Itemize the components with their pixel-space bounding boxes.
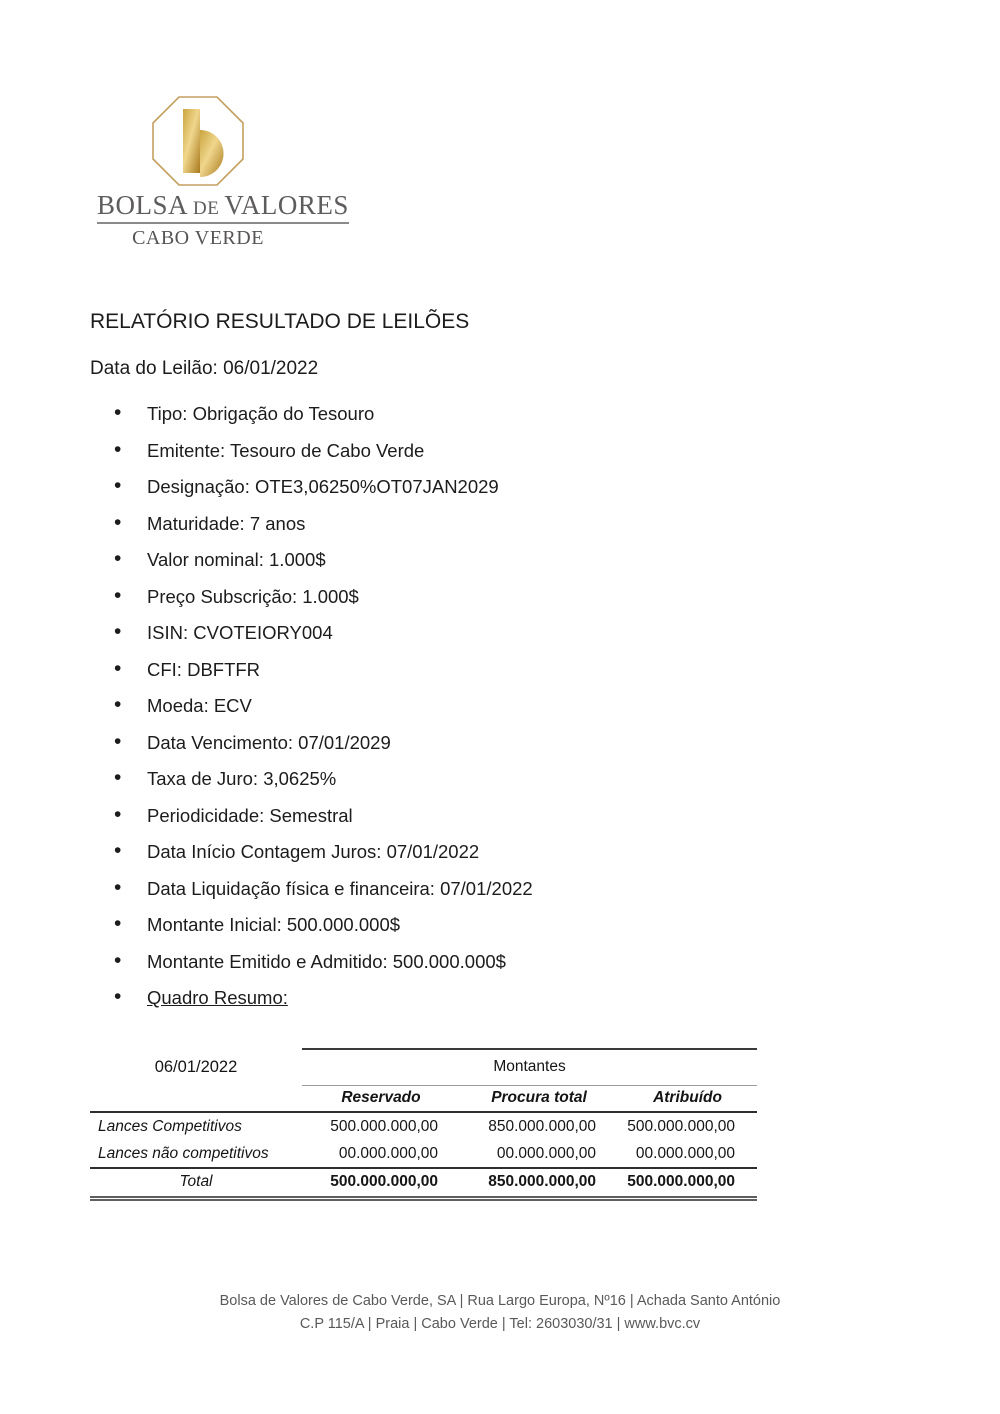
logo-wordmark [97,190,349,224]
col-header-atribuido: Atribuído [618,1085,757,1112]
cell-atribuido: 00.000.000,00 [618,1140,757,1168]
bullet-valor-nominal: • Valor nominal: 1.000$ [90,549,790,570]
cell-atribuido: 500.000.000,00 [627,1117,736,1135]
table-row-total [90,1168,757,1198]
auction-date-line: Data do Leilão: 06/01/2022 [90,358,319,379]
bullet-data-inicio-juros: • Data Início Contagem Juros: 07/01/2022 [90,841,790,862]
cell-procura: 00.000.000,00 [460,1140,618,1168]
row-label: Lances não competitivos [90,1140,302,1168]
table-group-header: Montantes [302,1049,757,1085]
footer-address-line: Bolsa de Valores de Cabo Verde, SA | Rua Largo Europa, Nº16 | Achada Santo António [219,1293,781,1309]
summary-table-wrapper [90,1048,757,1201]
page-title: RELATÓRIO RESULTADO DE LEILÕES [90,310,470,333]
bullet-moeda: • Moeda: ECV [90,695,790,716]
page-footer [0,1290,1000,1336]
bullet-designacao: • Designação: OTE3,06250%OT07JAN2029 [90,476,790,497]
logo-word-bolsa: BOLSA [97,190,189,220]
bullet-quadro-resumo: • Quadro Resumo: [90,987,790,1008]
total-label: Total [90,1168,302,1198]
auction-details-list [90,403,790,1024]
bullet-taxa-juro: • Taxa de Juro: 3,0625% [90,768,790,789]
bullet-data-liquidacao: • Data Liquidação física e financeira: 07/01/2022 [90,878,790,899]
bullet-montante-inicial: • Montante Inicial: 500.000.000$ [90,914,790,935]
row-label: Lances Competitivos [98,1117,242,1135]
bullet-emitente: • Emitente: Tesouro de Cabo Verde [90,440,790,461]
col-header-procura-total: Procura total [460,1085,618,1112]
bullet-preco-subscricao: • Preço Subscrição: 1.000$ [90,586,790,607]
total-reservado: 500.000.000,00 [302,1168,460,1198]
cell-reservado: 00.000.000,00 [302,1140,460,1168]
logo-word-de: DE [193,198,220,219]
total-atribuido: 500.000.000,00 [618,1168,757,1198]
bullet-data-vencimento: • Data Vencimento: 07/01/2029 [90,732,790,753]
table-corner-cell [90,1085,302,1112]
table-row-lances-competitivos [90,1112,757,1140]
bullet-isin: • ISIN: CVOTEIORY004 [90,622,790,643]
footer-contact-line: C.P 115/A | Praia | Cabo Verde | Tel: 2603030/31 | www.bvc.cv [299,1316,701,1332]
bvc-logo-icon [151,96,245,186]
bullet-maturidade: • Maturidade: 7 anos [90,513,790,534]
cell-reservado: 500.000.000,00 [330,1117,438,1135]
table-date-header: 06/01/2022 [154,1057,238,1076]
cell-procura: 850.000.000,00 [488,1117,596,1135]
bullet-cfi: • CFI: DBFTFR [90,659,790,680]
total-procura: 850.000.000,00 [460,1168,618,1198]
bvc-logo [97,96,349,250]
bullet-periodicidade: • Periodicidade: Semestral [90,805,790,826]
bullet-montante-emitido: • Montante Emitido e Admitido: 500.000.000$ [90,951,790,972]
logo-word-valores: VALORES [224,190,349,220]
logo-subtitle: CABO VERDE [132,227,264,249]
table-row-lances-nao-competitivos [90,1140,757,1168]
summary-table [90,1048,757,1201]
col-header-reservado: Reservado [302,1085,460,1112]
bullet-tipo: • Tipo: Obrigação do Tesouro [90,403,790,424]
